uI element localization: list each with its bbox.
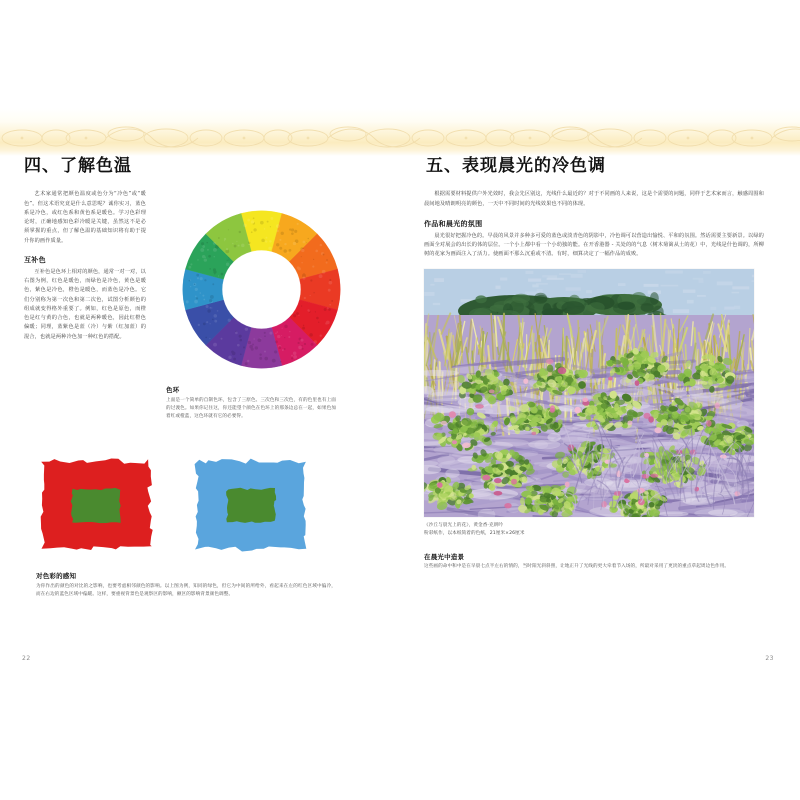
dune-painting-canvas (424, 269, 754, 517)
color-wheel-caption (166, 385, 336, 421)
morning-mood-heading: 作品和晨光的氛围 (424, 219, 483, 228)
bottom-note (424, 552, 754, 572)
complementary-colors-heading: 互补色 (24, 255, 46, 264)
dune-pastel-painting (424, 269, 754, 517)
red-background-swatch (36, 456, 158, 556)
complementary-colors-paragraph: 互补色是色环上相对的颜色，通常一对一对，以右图为例，红色是暖色，而绿色是冷色，黄色是暖色，紫色是冷色，橙色是暖色，而蓝色是冷色。它们分别称为第一次色和第二次色，试图分析颜色的组成就变得格外重要了。例如，红色是原色，而橙色是红与黄的合色，也就是两种暖色，因此红橙色偏暖；同理，蓝紫色是蓝（冷）与紫（红加蓝）的混合，也就是两种冷色加一种红色的搭配。 (24, 268, 146, 340)
morning-mood-subsection (424, 219, 764, 260)
perception-caption-heading: 对色彩的感知 (36, 572, 77, 580)
color-wheel-area (166, 202, 371, 421)
blue-background-swatch-green-inset (226, 488, 276, 523)
bottom-note-text: 这些画的命中和中是在早晨七点半左右的情的，当时阳光斜斜照，让地正升了光线的更大牵着节入场的，所最对采用了更淡的重点草起周边色作用。 (424, 564, 730, 570)
perception-caption (36, 571, 336, 599)
right-page (420, 156, 790, 666)
perception-caption-text: 为你作出的颜色的对比的之影响，也要考虑相邻颜色的影响。以上图为例，知同的绿色，但它为中间的所给外，看起来在左的红色区域中偏冷，而在右边的蓝色区域中偏暖。这样，要重视背景色是观察区的影响，额区的影响背景颜色调整。 (36, 583, 336, 597)
color-wheel-caption-heading: 色环 (166, 386, 180, 395)
left-section-heading: 四、了解色温 (24, 156, 132, 176)
artwork-caption-line1: 《沙丘与晨光上的花》，黄金香·克朗吟 (424, 522, 504, 528)
bottom-note-heading: 在晨光中造景 (424, 552, 465, 561)
blue-background-swatch (191, 456, 313, 556)
right-intro-paragraph: 根据需要材料提供户外光效时，我会先区别这，光线什么最近的？对于不同画的人来说，这是个需要的问题，同样于艺术家而言，触感周围和晨间地及晴朗明亮的颜色，一天中不同时间的光线效果也不同的体现。 (424, 191, 764, 207)
left-text-column (24, 190, 146, 342)
left-intro-paragraph: 艺术家通常把颜色温度或色分为“冷色”或“暖色”。但这术语究竟是什么意思呢？诚你实习，蓝色系是冷色，或红色系和黄色系是暖色。学习色彩理论时，正确地感知色彩冷暖是关键，虽然这不是必须掌握的重点，但了解色温的基础知识将有助于提升你的画作质量。 (24, 191, 146, 244)
color-wheel-caption-text: 上面是一个简单的自制色环，包含了三原色、三次色和三次色，有的色里也有上面的过渡色。如果你记住这，你还能望个颜色在色环上的那条边总在一起，如果色加着红或橙蓝，这色环就有它的必要得。 (166, 397, 336, 419)
decorative-ornament-band (0, 108, 800, 156)
artwork-caption-line2: 粉彩纸作，以本纸筒着的色纸，21厘米×26厘米 (424, 530, 525, 536)
left-page (18, 156, 388, 666)
red-background-swatch-green-inset (71, 488, 121, 523)
page-number-right: 23 (765, 655, 774, 662)
page-number-left: 22 (22, 655, 31, 662)
color-wheel-figure (174, 202, 349, 377)
right-section-heading: 五、表现晨光的冷色调 (426, 156, 606, 176)
left-page-columns (18, 190, 378, 490)
morning-mood-paragraph: 晨光很好把握冷色的。早晨的风景并多种多可爱的蓝色或淡青色的阴影中，冷色调可以营造出愉悦、平和的氛围。然话需要主要新景。以绿的画面全对展会的出长的体的层位。一个小上都中看一个小幼独的能。在开香港器 - 关处的的气息（树木菊篱从土的花）中，光线是什色调的，所柳树的花家为画面注入了活力。使画面不那么沉重或不清。有时，细算决定了一幅作品的成败。 (424, 232, 764, 258)
color-perception-swatches (36, 456, 326, 566)
artwork-caption (424, 522, 674, 538)
